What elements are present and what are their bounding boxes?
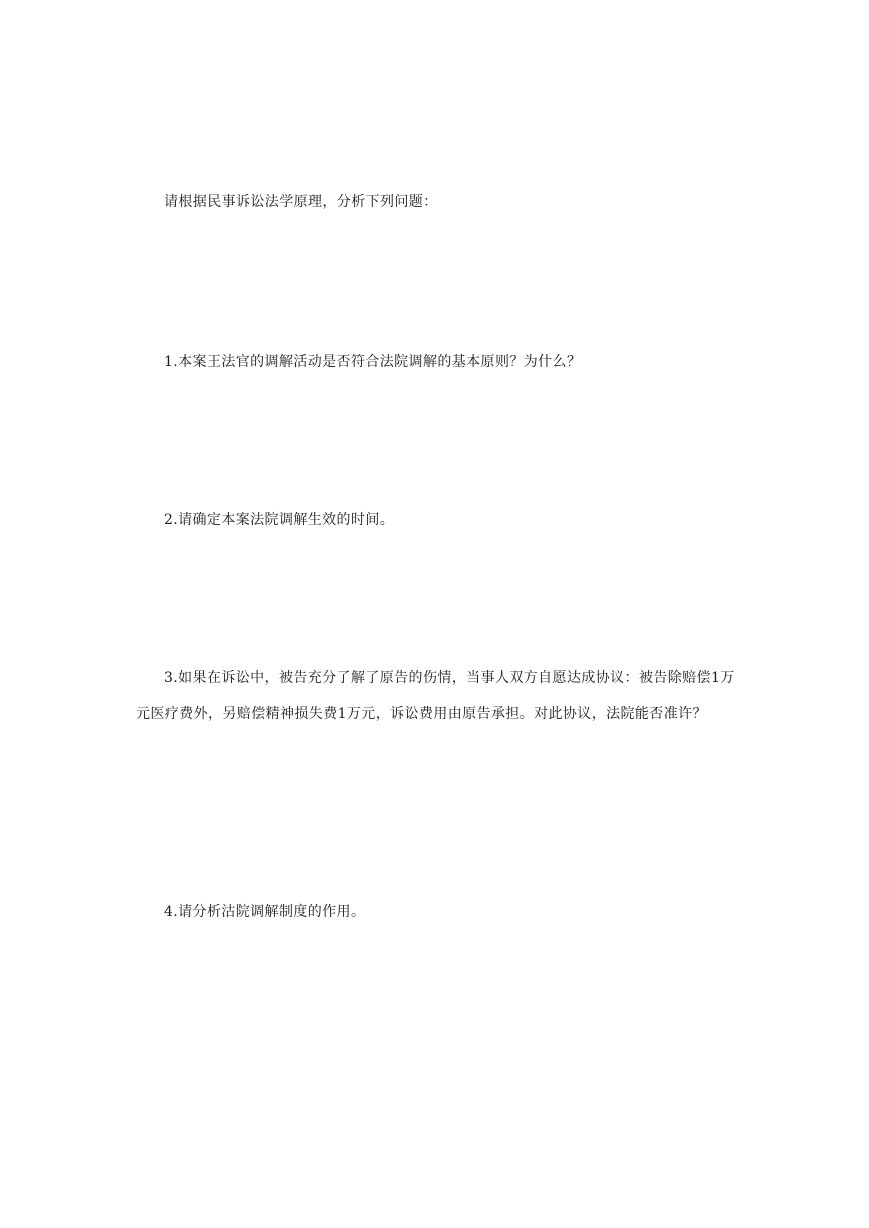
intro-paragraph: 请根据民事诉讼法学原理，分析下列问题：: [164, 194, 438, 210]
question-2: 2.请确定本案法院调解生效的时间。: [164, 512, 395, 528]
question-4: 4.请分析沽院调解制度的作用。: [164, 904, 366, 920]
question-1: 1.本案王法官的调解活动是否符合法院调解的基本原则？为什么？: [164, 354, 582, 370]
question-3: 3.如果在诉讼中，被告充分了解了原告的伤情，当事人双方自愿达成协议：被告除赔偿1万元医疗费外，另赔偿精神损失费1万元，诉讼费用由原告承担。对此协议，法院能否准许？: [136, 670, 735, 722]
